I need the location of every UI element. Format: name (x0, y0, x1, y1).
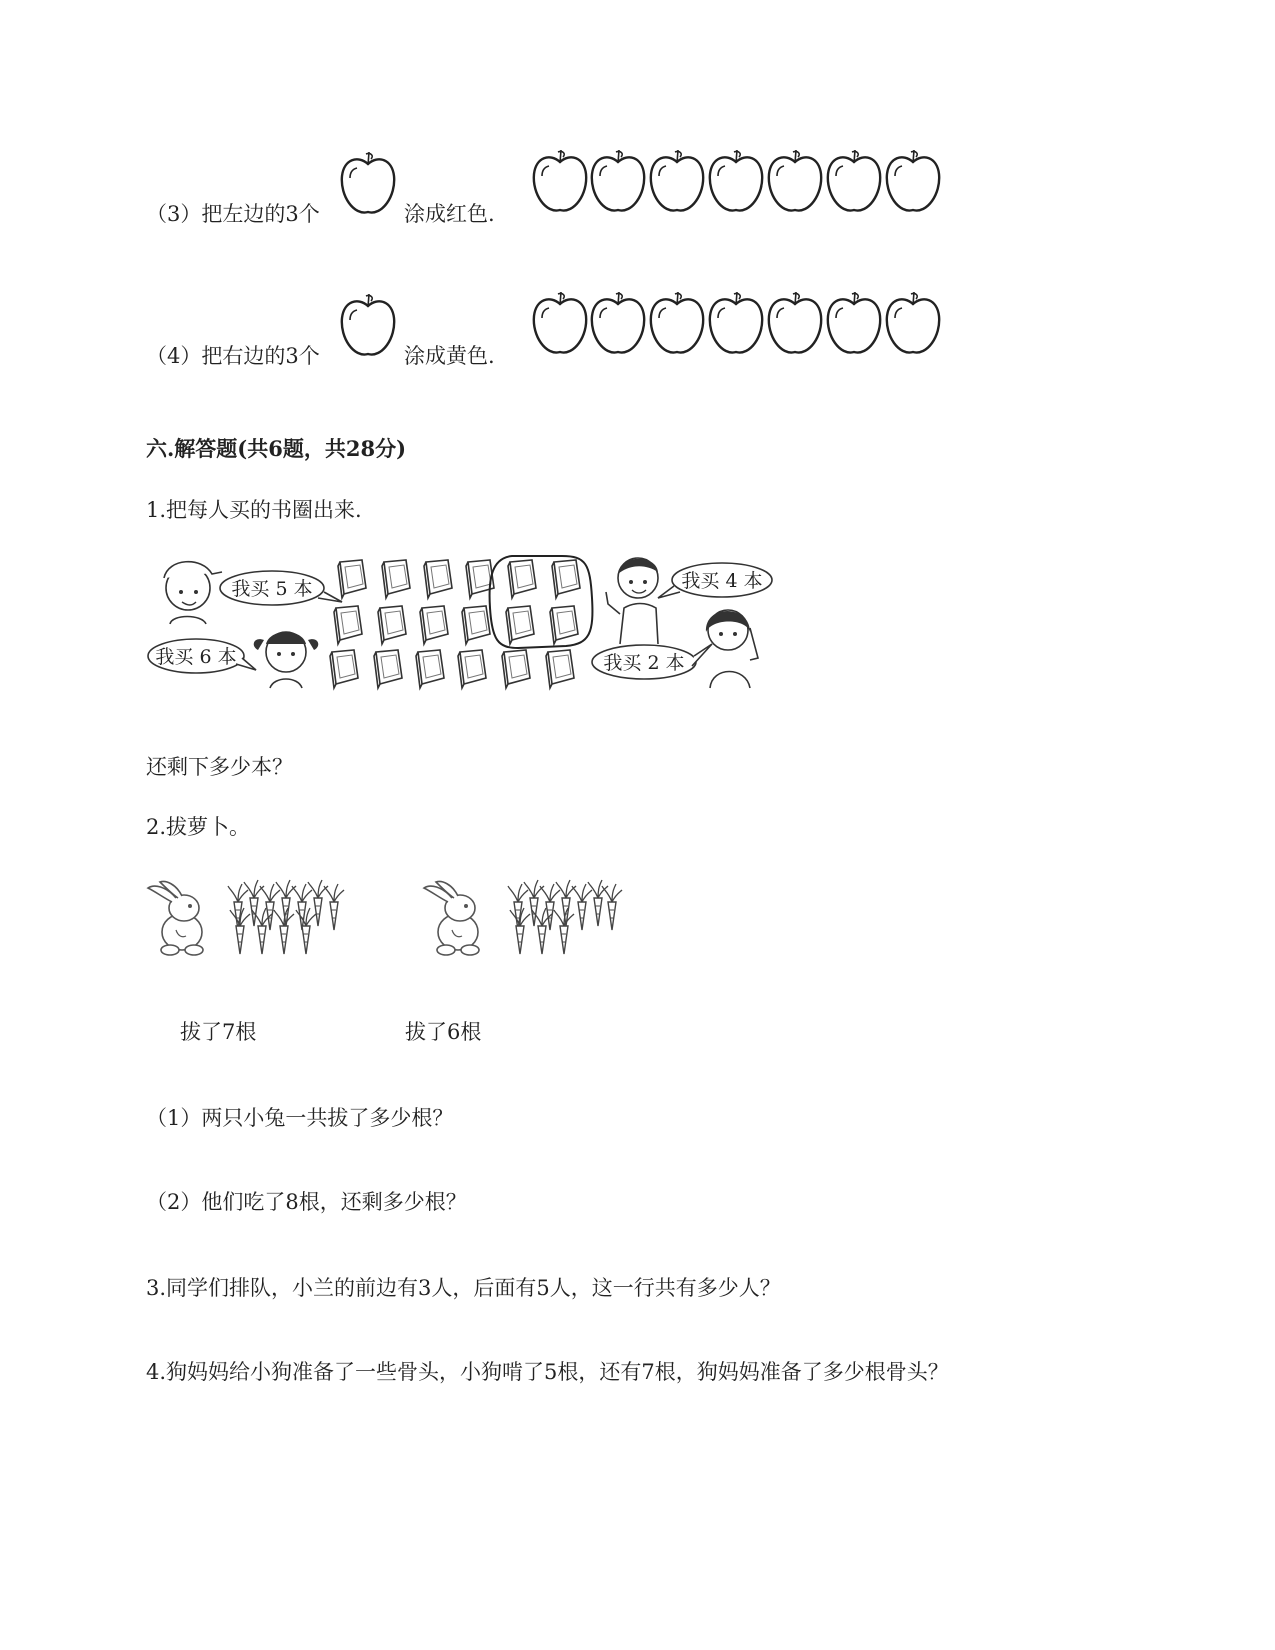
bubble-boy-waving (658, 563, 772, 598)
problem4-text: 4.狗妈妈给小狗准备了一些骨头，小狗啃了5根，还有7根，狗妈妈准备了多少根骨头？ (146, 1360, 949, 1384)
q3-apple-icon (338, 150, 400, 220)
q4-prefix: （4）把右边的3个 (146, 344, 320, 368)
rabbit-right-icon (424, 882, 479, 955)
bubble-text-1: 我买 5 本 (231, 578, 313, 600)
apple-icon[interactable] (824, 290, 886, 360)
boy-cap-icon (164, 562, 222, 624)
carrots-left-icon (228, 880, 344, 954)
problem2-sub1: （1）两只小兔一共拔了多少根？ (146, 1106, 454, 1130)
q3-prefix: （3）把左边的3个 (146, 202, 320, 226)
girl-pigtails-icon (254, 632, 319, 688)
apple-icon[interactable] (706, 148, 768, 218)
book-grid (330, 560, 580, 688)
carrots-right-icon (508, 880, 622, 954)
problem2-title: 2.拔萝卜。 (146, 815, 251, 839)
apple-icon[interactable] (765, 290, 827, 360)
bubble-boy-cap (220, 571, 342, 605)
apple-icon[interactable] (824, 148, 886, 218)
apple-icon[interactable] (883, 290, 945, 360)
q4-suffix: 涂成黄色. (404, 344, 495, 368)
apple-icon[interactable] (706, 290, 768, 360)
apple-icon[interactable] (647, 290, 709, 360)
apple-icon[interactable] (588, 290, 650, 360)
apple-icon[interactable] (530, 290, 592, 360)
problem2-sub2: （2）他们吃了8根，还剩多少根？ (146, 1190, 467, 1214)
rabbit-left-icon (148, 882, 203, 955)
girl-long-hair-icon (706, 610, 758, 688)
q4-apple-icon (338, 292, 400, 362)
boy-waving-icon (606, 558, 658, 644)
q3-suffix: 涂成红色. (404, 202, 495, 226)
caption-left: 拔了7根 (180, 1020, 257, 1044)
problem3-text: 3.同学们排队，小兰的前边有3人，后面有5人，这一行共有多少人？ (146, 1276, 781, 1300)
rabbits-carrots-illustration (146, 876, 626, 960)
problem1-question: 还剩下多少本？ (146, 755, 293, 779)
problem1-title: 1.把每人买的书圈出来. (146, 498, 362, 522)
apple-icon[interactable] (883, 148, 945, 218)
bubble-text-4: 我买 2 本 (603, 652, 685, 674)
apple-icon[interactable] (765, 148, 827, 218)
books-illustration (146, 548, 786, 696)
caption-right: 拔了6根 (405, 1020, 482, 1044)
bubble-girl-pigtails (148, 639, 256, 673)
apple-icon[interactable] (647, 148, 709, 218)
apple-icon[interactable] (588, 148, 650, 218)
bubble-text-2: 我买 6 本 (155, 646, 237, 668)
bubble-girl-long-hair (592, 644, 712, 679)
section-heading: 六.解答题(共6题，共28分) (146, 436, 407, 461)
bubble-text-3: 我买 4 本 (681, 570, 763, 592)
apple-icon[interactable] (530, 148, 592, 218)
